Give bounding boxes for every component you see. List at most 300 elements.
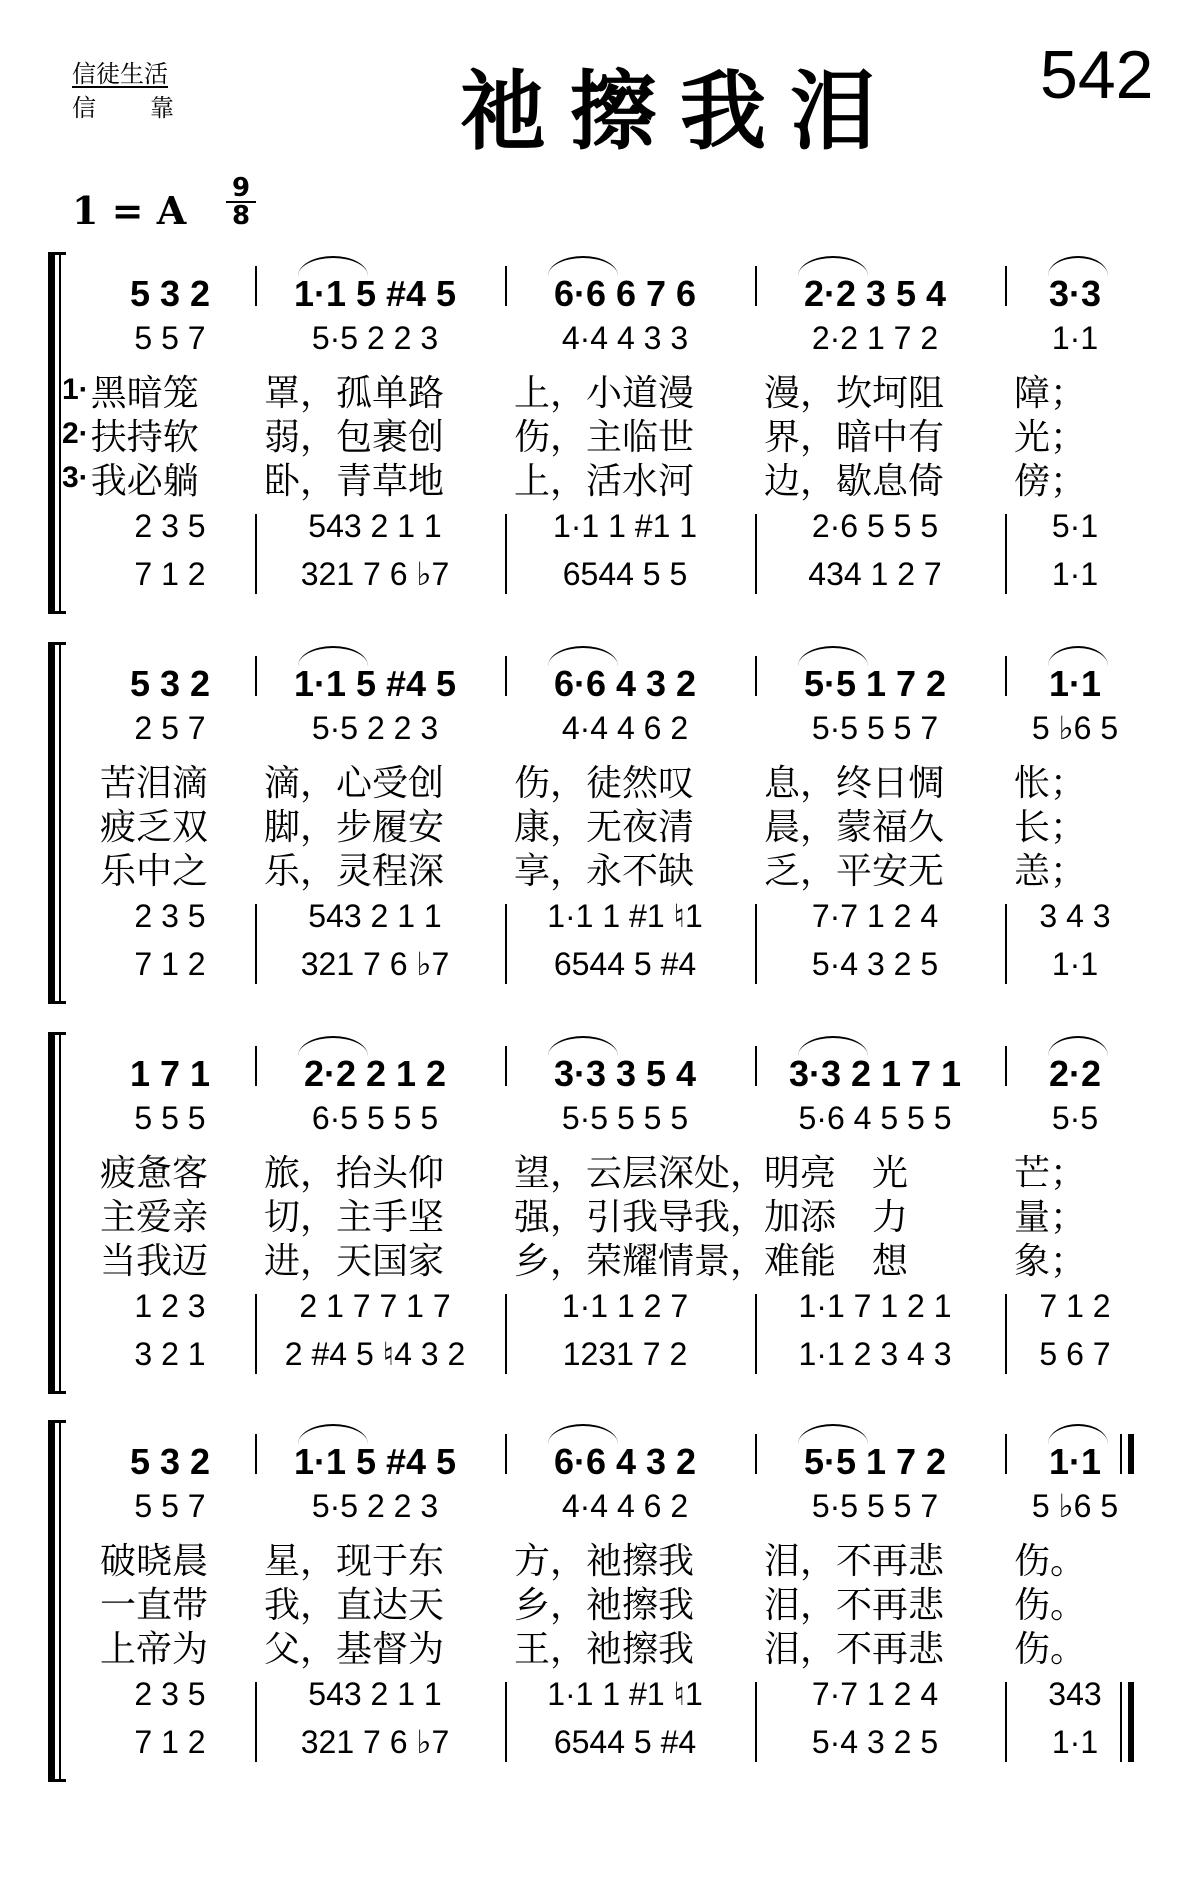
- barline: [255, 1046, 257, 1086]
- bass-measure: 5·4 3 2 5: [811, 1723, 939, 1760]
- lyric-text: 扶持软: [90, 416, 199, 458]
- lyric-line: [90, 846, 1150, 892]
- slur-mark: [798, 1424, 868, 1444]
- lyric-measure: [264, 1580, 514, 1624]
- hymn-number: 542: [1040, 37, 1154, 113]
- lyric-text: 乡，荣耀情景，: [514, 1240, 767, 1282]
- lyric-measure: [264, 846, 514, 890]
- lyric-text: 障；: [1014, 372, 1087, 414]
- barline: [505, 1294, 507, 1374]
- lyric-measure: [1014, 1580, 1164, 1624]
- bracket-stroke: [48, 642, 55, 1004]
- lyric-text: 进，天国家: [264, 1240, 445, 1282]
- lyric-measure: [514, 1192, 767, 1238]
- bass-measure: 321 7 6 ♭7: [300, 1724, 450, 1760]
- lyric-text: 乐中之: [100, 850, 209, 892]
- category-secondary-char: 信: [72, 94, 98, 122]
- soprano-measure: 1·1: [1048, 1441, 1102, 1482]
- lyric-text: 康，无夜清: [514, 806, 695, 848]
- lyric-measure: [100, 1536, 288, 1580]
- lyric-measure: [100, 1192, 288, 1236]
- lyric-measure: [264, 1236, 514, 1280]
- alto-row: [90, 1484, 1150, 1528]
- alto-measure: 5·5 2 2 3: [311, 319, 439, 356]
- slur-mark: [548, 1424, 618, 1444]
- lyric-text: 怅；: [1014, 762, 1087, 804]
- barline: [755, 1434, 757, 1474]
- alto-measure: 5 5 7: [134, 319, 206, 356]
- soprano-row: [90, 1052, 1150, 1096]
- lyric-text: 泪，不再悲: [764, 1584, 945, 1626]
- lyric-measure: [764, 1236, 1014, 1280]
- soprano-measure: 5 3 2: [129, 663, 211, 704]
- lyric-text: 量；: [1014, 1196, 1087, 1238]
- slur-mark: [298, 646, 368, 666]
- barline: [255, 514, 257, 594]
- lyric-text: 明亮 光: [764, 1152, 909, 1194]
- soprano-row: [90, 662, 1150, 706]
- alto-measure: 4·4 4 6 2: [561, 709, 689, 746]
- slur-mark: [798, 1036, 868, 1056]
- lyric-text: 强，引我导我，: [514, 1196, 767, 1238]
- lyric-measure: [100, 758, 288, 802]
- lyric-text: 脚，步履安: [264, 806, 445, 848]
- tenor-measure: 2 1 7 7 1 7: [299, 1287, 451, 1324]
- alto-measure: 5·6 4 5 5 5: [798, 1099, 952, 1136]
- lyric-text: 疲乏双: [100, 806, 209, 848]
- lyric-text: 我，直达天: [264, 1584, 445, 1626]
- barline: [255, 1294, 257, 1374]
- barline: [1005, 1434, 1007, 1474]
- soprano-measure: 6·6 6 7 6: [553, 273, 697, 314]
- lyric-text: 苦泪滴: [100, 762, 209, 804]
- lyric-text: 享，永不缺: [514, 850, 695, 892]
- bass-measure: 321 7 6 ♭7: [300, 556, 450, 592]
- lyric-measure: [264, 802, 514, 846]
- lyric-measure: [100, 846, 288, 890]
- barline: [1005, 1294, 1007, 1374]
- barline: [755, 904, 757, 984]
- bracket-stroke: [48, 1032, 55, 1394]
- verse-number: 2·: [62, 417, 89, 450]
- lyric-text: 界，暗中有: [764, 416, 945, 458]
- soprano-measure: 5·5 1 7 2: [803, 663, 947, 704]
- barline: [1005, 1046, 1007, 1086]
- slur-mark: [548, 256, 618, 276]
- lyric-measure: [1014, 1624, 1164, 1668]
- barline: [255, 1434, 257, 1474]
- lyric-measure: [264, 368, 514, 412]
- lyric-text: 乐，灵程深: [264, 850, 445, 892]
- bracket-stroke: [48, 642, 66, 645]
- slur-mark: [548, 1036, 618, 1056]
- score-system: [0, 252, 1200, 614]
- tenor-measure: 2·6 5 5 5: [811, 507, 939, 544]
- bass-measure: 3 2 1: [134, 1335, 206, 1372]
- barline: [1005, 266, 1007, 306]
- soprano-row: [90, 1440, 1150, 1484]
- bass-measure: 1·1 2 3 4 3: [798, 1335, 952, 1372]
- tenor-measure: 1 2 3: [134, 1287, 206, 1324]
- lyric-text: 王，祂擦我: [514, 1628, 695, 1670]
- lyric-measure: [1014, 1192, 1164, 1236]
- lyric-text: 弱，包裹创: [264, 416, 445, 458]
- bass-row: [90, 942, 1150, 986]
- lyric-measure: [1014, 1236, 1164, 1280]
- bracket-stroke: [48, 611, 66, 614]
- soprano-measure: 3·3 2 1 7 1: [788, 1053, 962, 1094]
- alto-measure: 5·5: [1051, 1099, 1099, 1136]
- bass-measure: 7 1 2: [134, 555, 206, 592]
- barline: [755, 266, 757, 306]
- lyric-measure: [764, 1148, 1014, 1192]
- bass-measure: 6544 5 5: [562, 555, 688, 592]
- lyric-measure: [1014, 1148, 1164, 1192]
- lyric-text: 伤。: [1014, 1540, 1087, 1582]
- lyric-text: 加添 力: [764, 1196, 909, 1238]
- barline: [755, 1294, 757, 1374]
- lyric-measure: [764, 1192, 1014, 1236]
- lyric-line: [90, 802, 1150, 848]
- lyric-text: 伤，徒然叹: [514, 762, 695, 804]
- barline: [755, 1682, 757, 1762]
- lyric-text: 伤。: [1014, 1584, 1087, 1626]
- lyric-measure: [514, 412, 764, 456]
- lyric-measure: [764, 456, 1014, 500]
- hymn-title: 祂擦我泪: [460, 62, 900, 162]
- lyric-measure: [62, 368, 250, 412]
- slur-mark: [298, 256, 368, 276]
- lyric-measure: [514, 1536, 764, 1580]
- barline: [755, 1046, 757, 1086]
- lyric-text: 父，基督为: [264, 1628, 445, 1670]
- lyric-measure: [764, 1624, 1014, 1668]
- score-system: [0, 1420, 1200, 1782]
- alto-measure: 5 5 5: [134, 1099, 206, 1136]
- slur-mark: [798, 256, 868, 276]
- lyric-measure: [764, 802, 1014, 846]
- bass-measure: 1231 7 2: [562, 1335, 688, 1372]
- lyric-measure: [100, 1580, 288, 1624]
- bracket-stroke: [48, 1391, 66, 1394]
- lyric-text: 象；: [1014, 1240, 1087, 1282]
- slur-mark: [1048, 256, 1108, 276]
- category-primary: 信徒生活: [72, 60, 168, 88]
- bracket-stroke: [59, 642, 61, 1004]
- lyric-line: [90, 1192, 1150, 1238]
- lyric-line: [90, 1624, 1150, 1670]
- lyric-line: [62, 412, 1150, 458]
- lyric-measure: [264, 1536, 514, 1580]
- lyric-text: 息，终日惆: [764, 762, 945, 804]
- lyric-measure: [264, 412, 514, 456]
- tenor-measure: 543 2 1 1: [308, 897, 442, 934]
- final-barline-thin: [1120, 1682, 1122, 1762]
- system-bracket: [48, 1032, 66, 1394]
- soprano-measure: 1·1 5 #4 5: [293, 273, 457, 314]
- lyric-measure: [514, 1580, 764, 1624]
- lyric-text: 一直带: [100, 1584, 209, 1626]
- soprano-measure: 2·2 2 1 2: [303, 1053, 447, 1094]
- barline: [1005, 1682, 1007, 1762]
- lyric-measure: [100, 802, 288, 846]
- alto-measure: 5 ♭6 5: [1031, 1488, 1119, 1524]
- lyric-measure: [514, 802, 764, 846]
- tenor-measure: 2 3 5: [134, 507, 206, 544]
- lyric-text: 上，小道漫: [514, 372, 695, 414]
- bass-measure: 1·1: [1051, 1723, 1099, 1760]
- bass-measure: 7 1 2: [134, 945, 206, 982]
- verse-number: 3·: [62, 461, 89, 494]
- bass-measure: 6544 5 #4: [553, 945, 697, 982]
- lyric-text: 滴，心受创: [264, 762, 445, 804]
- lyric-measure: [1014, 1536, 1164, 1580]
- tenor-measure: 543 2 1 1: [308, 1675, 442, 1712]
- lyric-measure: [1014, 412, 1164, 456]
- barline: [505, 1434, 507, 1474]
- verse-number: 1·: [62, 373, 89, 406]
- barline: [505, 1046, 507, 1086]
- soprano-measure: 2·2 3 5 4: [803, 273, 947, 314]
- alto-row: [90, 1096, 1150, 1140]
- alto-measure: 5·5 2 2 3: [311, 709, 439, 746]
- lyric-measure: [1014, 802, 1164, 846]
- lyric-text: 黑暗笼: [90, 372, 199, 414]
- lyric-measure: [62, 456, 250, 500]
- bracket-stroke: [48, 1779, 66, 1782]
- lyric-text: 边，歇息倚: [764, 460, 945, 502]
- bass-measure: 5·4 3 2 5: [811, 945, 939, 982]
- lyric-line: [90, 1536, 1150, 1582]
- time-signature-bottom: 8: [231, 201, 251, 231]
- bracket-stroke: [59, 1420, 61, 1782]
- lyric-text: 难能 想: [764, 1240, 909, 1282]
- soprano-measure: 1·1: [1048, 663, 1102, 704]
- lyric-text: 傍；: [1014, 460, 1087, 502]
- tenor-measure: 7·7 1 2 4: [811, 1675, 939, 1712]
- alto-measure: 5·5 5 5 7: [811, 1487, 939, 1524]
- lyric-measure: [764, 846, 1014, 890]
- lyric-text: 破晓晨: [100, 1540, 209, 1582]
- lyric-measure: [514, 1148, 767, 1194]
- tenor-measure: 3 4 3: [1039, 897, 1111, 934]
- soprano-measure: 5·5 1 7 2: [803, 1441, 947, 1482]
- tenor-row: [90, 504, 1150, 548]
- lyric-line: [90, 1148, 1150, 1194]
- lyric-text: 望，云层深处，: [514, 1152, 767, 1194]
- bracket-stroke: [48, 1001, 66, 1004]
- barline: [755, 656, 757, 696]
- alto-measure: 1·1: [1051, 319, 1099, 356]
- lyric-measure: [100, 1624, 288, 1668]
- time-signature: [226, 173, 256, 231]
- soprano-measure: 5 3 2: [129, 273, 211, 314]
- category-secondary: [72, 94, 176, 122]
- soprano-measure: 1·1 5 #4 5: [293, 1441, 457, 1482]
- tenor-measure: 2 3 5: [134, 1675, 206, 1712]
- barline: [1005, 514, 1007, 594]
- tenor-measure: 1·1 1 #1 ♮1: [547, 1676, 703, 1712]
- barline: [505, 1682, 507, 1762]
- bracket-stroke: [48, 252, 55, 614]
- lyric-text: 罩，孤单路: [264, 372, 445, 414]
- bass-measure: 321 7 6 ♭7: [300, 946, 450, 982]
- lyric-measure: [264, 1148, 514, 1192]
- lyric-line: [90, 1236, 1150, 1282]
- lyric-text: 乡，祂擦我: [514, 1584, 695, 1626]
- lyric-measure: [764, 368, 1014, 412]
- lyric-measure: [1014, 758, 1164, 802]
- barline: [255, 1682, 257, 1762]
- barline: [255, 656, 257, 696]
- alto-measure: 6·5 5 5 5: [311, 1099, 439, 1136]
- lyric-text: 伤，主临世: [514, 416, 695, 458]
- tenor-measure: 7 1 2: [1039, 1287, 1111, 1324]
- lyric-measure: [514, 1624, 764, 1668]
- lyric-measure: [764, 1580, 1014, 1624]
- final-barline-thick: [1128, 1682, 1134, 1762]
- lyric-measure: [264, 456, 514, 500]
- tenor-row: [90, 894, 1150, 938]
- slur-mark: [298, 1424, 368, 1444]
- tenor-measure: 543 2 1 1: [308, 507, 442, 544]
- lyric-text: 晨，蒙福久: [764, 806, 945, 848]
- bass-measure: 434 1 2 7: [808, 555, 942, 592]
- tenor-measure: 2 3 5: [134, 897, 206, 934]
- barline: [255, 904, 257, 984]
- lyric-measure: [264, 1624, 514, 1668]
- barline: [255, 266, 257, 306]
- bass-measure: 5 6 7: [1039, 1335, 1111, 1372]
- lyric-measure: [62, 412, 250, 456]
- lyric-text: 旅，抬头仰: [264, 1152, 445, 1194]
- lyric-text: 乏，平安无: [764, 850, 945, 892]
- bass-measure: 7 1 2: [134, 1723, 206, 1760]
- slur-mark: [298, 1036, 368, 1056]
- bass-row: [90, 1332, 1150, 1376]
- lyric-measure: [514, 846, 764, 890]
- lyric-text: 上帝为: [100, 1628, 209, 1670]
- lyric-line: [62, 456, 1150, 502]
- lyric-text: 漫，坎坷阻: [764, 372, 945, 414]
- alto-measure: 2·2 1 7 2: [811, 319, 939, 356]
- lyric-text: 卧，青草地: [264, 460, 445, 502]
- soprano-measure: 1 7 1: [129, 1053, 211, 1094]
- slur-mark: [1048, 1424, 1108, 1444]
- bracket-stroke: [48, 1420, 66, 1423]
- time-signature-top: 9: [231, 173, 251, 203]
- lyric-measure: [264, 758, 514, 802]
- lyric-measure: [514, 758, 764, 802]
- alto-row: [90, 316, 1150, 360]
- lyric-text: 方，祂擦我: [514, 1540, 695, 1582]
- lyric-measure: [1014, 846, 1164, 890]
- final-barline-thin: [1120, 1434, 1122, 1474]
- tenor-measure: 7·7 1 2 4: [811, 897, 939, 934]
- tenor-measure: 1·1 1 #1 ♮1: [547, 898, 703, 934]
- slur-mark: [1048, 646, 1108, 666]
- score-system: [0, 1032, 1200, 1394]
- lyric-measure: [764, 412, 1014, 456]
- lyric-text: 恙；: [1014, 850, 1087, 892]
- system-bracket: [48, 642, 66, 1004]
- soprano-measure: 3·3: [1048, 273, 1102, 314]
- bracket-stroke: [59, 1032, 61, 1394]
- lyric-measure: [514, 368, 764, 412]
- slur-mark: [798, 646, 868, 666]
- soprano-measure: 5 3 2: [129, 1441, 211, 1482]
- alto-measure: 2 5 7: [134, 709, 206, 746]
- alto-measure: 5·5 2 2 3: [311, 1487, 439, 1524]
- lyric-text: 光；: [1014, 416, 1087, 458]
- lyric-text: 伤。: [1014, 1628, 1087, 1670]
- soprano-measure: 6·6 4 3 2: [553, 663, 697, 704]
- tenor-measure: 5·1: [1051, 507, 1099, 544]
- tenor-measure: 1·1 7 1 2 1: [798, 1287, 952, 1324]
- lyric-text: 主爱亲: [100, 1196, 209, 1238]
- lyric-text: 星，现于东: [264, 1540, 445, 1582]
- lyric-text: 疲惫客: [100, 1152, 209, 1194]
- score-system: [0, 642, 1200, 1004]
- bass-row: [90, 552, 1150, 596]
- bass-measure: 2 #4 5 ♮4 3 2: [284, 1336, 466, 1372]
- lyric-measure: [264, 1192, 514, 1236]
- alto-measure: 4·4 4 3 3: [561, 319, 689, 356]
- soprano-measure: 1·1 5 #4 5: [293, 663, 457, 704]
- tenor-measure: 343: [1048, 1675, 1102, 1712]
- slur-mark: [1048, 1036, 1108, 1056]
- key-signature: 1 = A: [72, 188, 187, 233]
- slur-mark: [548, 646, 618, 666]
- alto-measure: 5 ♭6 5: [1031, 710, 1119, 746]
- barline: [1005, 904, 1007, 984]
- lyric-text: 切，主手坚: [264, 1196, 445, 1238]
- lyric-measure: [1014, 368, 1164, 412]
- bracket-stroke: [48, 1032, 66, 1035]
- lyric-line: [90, 1580, 1150, 1626]
- alto-measure: 5 5 7: [134, 1487, 206, 1524]
- lyric-text: 芒；: [1014, 1152, 1087, 1194]
- lyric-measure: [1014, 456, 1164, 500]
- lyric-measure: [514, 456, 764, 500]
- soprano-measure: 3·3 3 5 4: [553, 1053, 697, 1094]
- soprano-measure: 2·2: [1048, 1053, 1102, 1094]
- barline: [1005, 656, 1007, 696]
- alto-row: [90, 706, 1150, 750]
- tenor-row: [90, 1284, 1150, 1328]
- lyric-measure: [514, 1236, 767, 1282]
- bass-measure: 1·1: [1051, 555, 1099, 592]
- category-secondary-char: 靠: [150, 94, 176, 122]
- barline: [505, 904, 507, 984]
- lyric-text: 泪，不再悲: [764, 1628, 945, 1670]
- lyric-text: 我必躺: [90, 460, 199, 502]
- bass-row: [90, 1720, 1150, 1764]
- tenor-measure: 1·1 1 #1 1: [552, 507, 698, 544]
- bracket-stroke: [48, 252, 66, 255]
- soprano-row: [90, 272, 1150, 316]
- alto-measure: 4·4 4 6 2: [561, 1487, 689, 1524]
- tenor-measure: 1·1 1 2 7: [561, 1287, 689, 1324]
- bracket-stroke: [59, 252, 61, 614]
- final-barline-thick: [1128, 1434, 1134, 1474]
- lyric-line: [62, 368, 1150, 414]
- tenor-row: [90, 1672, 1150, 1716]
- barline: [505, 656, 507, 696]
- lyric-measure: [764, 758, 1014, 802]
- lyric-text: 当我迈: [100, 1240, 209, 1282]
- lyric-measure: [100, 1236, 288, 1280]
